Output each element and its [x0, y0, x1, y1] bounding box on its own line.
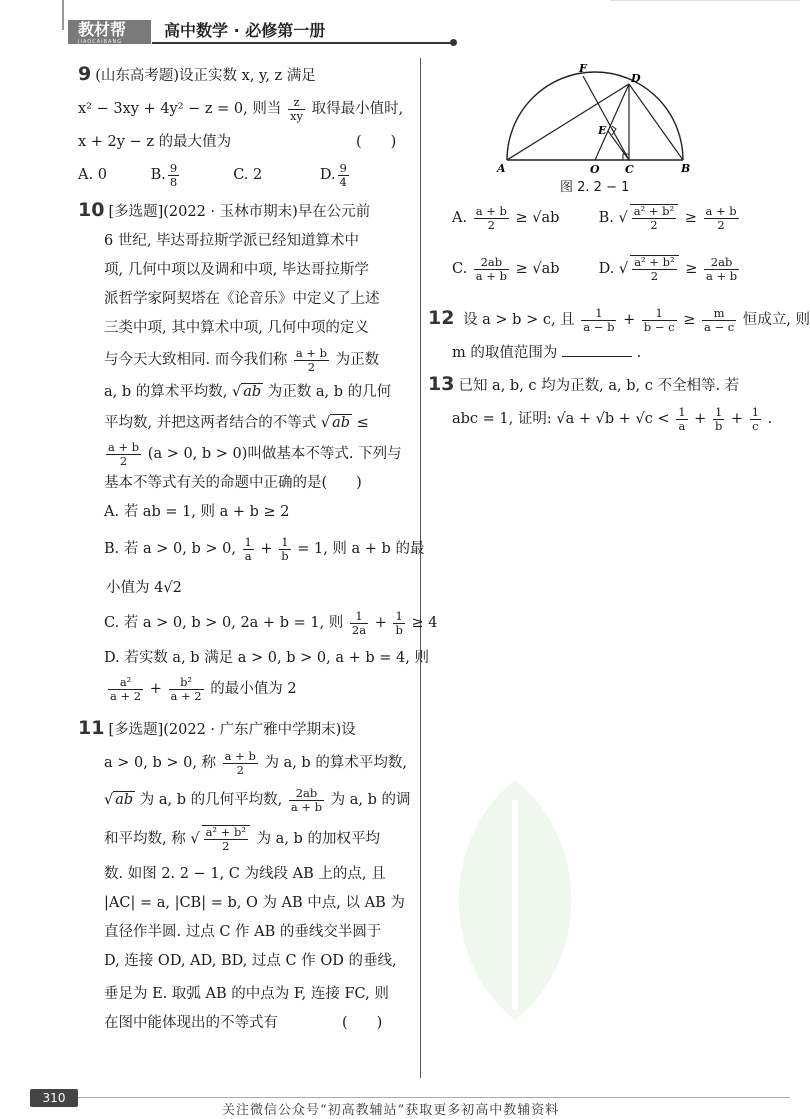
- q9-option-d-frac: [338, 162, 349, 189]
- q11-l2-den: 2: [236, 762, 244, 777]
- logo-subtext: JIAOCAIBANG: [78, 39, 123, 45]
- q11-line5: 数. 如图 2. 2 − 1, C 为线段 AB 上的点, 且: [104, 866, 386, 882]
- q13-frac2: [713, 406, 724, 433]
- q13-line2b: .: [767, 411, 773, 427]
- q10-c-plus: +: [374, 615, 387, 631]
- q13-line1: 已知 a, b, c 均为正数, a, b, c 不全相等. 若: [458, 378, 740, 394]
- q13-f2d: b: [714, 418, 723, 433]
- q9-option-b-label: B.: [150, 167, 166, 183]
- q9-line3: x + 2y − z 的最大值为: [78, 134, 232, 150]
- q11-c-den: a + b: [475, 268, 507, 283]
- q11-d-num2: 2ab: [704, 256, 739, 270]
- q11-line2b: 为 a, b 的算术平均数,: [264, 755, 407, 771]
- q12-f2d: b − c: [643, 319, 675, 334]
- q11-d-num: a² + b²: [634, 255, 675, 269]
- q9-line1: (山东高考题)设正实数 x, y, z 满足: [95, 68, 316, 84]
- q9-b-num: 9: [169, 160, 178, 175]
- q11-b-den: 2: [650, 218, 658, 232]
- q10-c-f2d: b: [395, 622, 403, 637]
- q11-b-rel: ≥: [684, 210, 697, 226]
- q12-line1a: 设 a > b > c, 且: [463, 312, 575, 328]
- q11-l4-den: 2: [222, 839, 230, 853]
- label-B: B: [681, 162, 691, 175]
- q11-option-c-label: C.: [452, 261, 468, 277]
- question-11: 11 [多选题](2022 · 广东广雅中学期末)设 a > 0, b > 0, 称 $\frac{a + b}{2}$ 为 a, b 的算术平均数, √ ab 为 a, b 的几何平均数, $\frac{2ab}{a + b}$ 为 a, b 的调 和平均数, 称 √ $\frac{\text{a² + b²}}{2}$ 为 a, b 的加权平均 数. 如图 2. 2 − 1, C 为线段 AB 上的点, 且 |AC| = a, |CB| = b, O 为 AB 中点, 以 AB 为 直径作半圆. 过点 C 作 AB 的垂线交半圆于 D, 连接 OD, AD, BD, 过点 C 作 OD 的垂线, 垂足为 E. 取弧 AB 的中点为 F, 连接 FC, 则 在图中能体现出的不等式有 ( ): [78, 714, 410, 1038]
- left-column: [78, 60, 438, 1038]
- q11-a-den: 2: [487, 217, 495, 232]
- q13-f1d: a: [678, 418, 686, 433]
- q10-d-plus: +: [149, 681, 162, 697]
- q10-line8a: 平均数, 并把这两者结合的不等式: [104, 415, 317, 431]
- q12-f2n: 1: [642, 307, 677, 321]
- q12-line1b: 恒成立, 则: [742, 312, 810, 328]
- q10-l6-num: a + b: [295, 345, 327, 360]
- q10-line8b: ≤: [356, 415, 369, 431]
- q13-frac1: [676, 406, 687, 433]
- q11-a-frac: [474, 205, 509, 232]
- q12-line2b: .: [636, 345, 642, 361]
- q11-line10: 在图中能体现出的不等式有: [104, 1015, 278, 1031]
- segment-OD: [595, 84, 629, 160]
- page-number: 310: [30, 1089, 78, 1107]
- q11-b-frac: [630, 204, 678, 232]
- q11-d-den: 2: [650, 269, 659, 283]
- q10-d-f1n: a²: [108, 676, 143, 690]
- q11-line4-frac: [202, 825, 250, 853]
- q9-frac-num: z: [288, 96, 305, 110]
- q10-option-b3: 小值为 4√2: [106, 580, 182, 596]
- q10-line2: 6 世纪, 毕达哥拉斯学派已经知道算术中: [104, 233, 360, 249]
- header-rule: [152, 42, 452, 44]
- segment-AD: [507, 84, 629, 160]
- q10-d-f2n: b²: [169, 676, 204, 690]
- q9-line2b: 取得最小值时,: [311, 101, 404, 117]
- q11-line4a: 和平均数, 称: [104, 831, 186, 847]
- q10-d-f1d: a + 2: [110, 688, 142, 703]
- q10-line7-sqrt: ab: [243, 384, 262, 400]
- right-column: [428, 304, 810, 434]
- q13-f3d: c: [752, 418, 759, 433]
- q10-b-f1d: a: [244, 548, 252, 563]
- q11-line4b: 为 a, b 的加权平均: [256, 831, 380, 847]
- label-O: O: [590, 163, 600, 176]
- q11-b-frac2: [704, 205, 739, 232]
- q11-l3-num: 2ab: [289, 787, 324, 801]
- q12-frac3: [702, 307, 736, 334]
- q10-option-c1: C. 若 a > 0, b > 0, 2a + b = 1, 则: [104, 615, 344, 631]
- q11-c-frac: [474, 256, 509, 283]
- q12-frac2: [642, 307, 677, 334]
- q10-l9-num: a + b: [108, 439, 140, 454]
- q12-number: 12: [428, 307, 455, 329]
- q11-option-d: D. √ $\frac{\text{a² + b²}}{2}$ ≥ $\frac{2ab}{a + b}$: [598, 254, 738, 283]
- q10-line9-frac: [106, 441, 141, 468]
- q11-b-num: a² + b²: [633, 204, 675, 218]
- q10-d-f2d: a + 2: [170, 688, 202, 703]
- logo: [68, 20, 151, 44]
- q11-c-num: 2ab: [474, 256, 509, 270]
- q13-frac3: [750, 406, 761, 433]
- q12-f3d: a − c: [703, 319, 735, 334]
- q10-l6-den: 2: [307, 359, 316, 374]
- q12-line2a: m 的取值范围为: [452, 345, 558, 361]
- q11-line1: [多选题](2022 · 广东广雅中学期末)设: [108, 722, 356, 738]
- q9-option-a: A. 0: [78, 167, 107, 183]
- q10-line9b: (a > 0, b > 0)叫做基本不等式. 下列与: [147, 446, 402, 462]
- q11-c-rel: ≥ √ab: [515, 261, 560, 277]
- q11-option-c: [452, 255, 594, 284]
- watermark-leaf: [400, 760, 630, 1060]
- q10-b-f2n: 1: [279, 536, 290, 550]
- q10-line3: 项, 几何中项以及调和中项, 毕达哥拉斯学: [104, 262, 369, 278]
- header-title: 高中数学 · 必修第一册: [164, 21, 326, 40]
- q11-line8: D, 连接 OD, AD, BD, 过点 C 作 OD 的垂线,: [104, 953, 397, 969]
- q10-c-frac2: [393, 610, 404, 637]
- question-10: 10 [多选题](2022 · 玉林市期末)早在公元前 6 世纪, 毕达哥拉斯学派已经知道算术中 项, 几何中项以及调和中项, 毕达哥拉斯学 派哲学家阿契塔在《论音乐》中定义了上述 三类中项, 其中算术中项, 几何中项的定义 与今天大致相同. 而今我们称 $\frac{a + b}{2}$ 为正数 a, b 的算术平均数, √ ab 为正数 a, b 的几何 平均数, 并把这两者结合的不等式 √ ab ≤ $\frac{a + b}{2}$ (a > 0, b > 0)叫做基本不等式. 下列与 基本不等式有关的命题中正确的是( ) A. 若 ab = 1, 则 a + b ≥ 2 B. 若 a > 0, b > 0, $\frac{1}{a}$ + $\frac{1}{b}$ = 1, 则 a + b 的最 小值为 4√2 C. 若 a > 0, b > 0, 2a + b = 1, 则 $\frac{1}{2a}$ + $\frac{1}{b}$ ≥ 4 D. 若实数 a, b 满足 a > 0, b > 0, a + b = 4, 则 $\frac{\text{a²}}{a + 2}$ + $\frac{\text{b²}}{a + 2}$ 的最小值为 2: [78, 199, 438, 703]
- q10-b-frac1: [243, 536, 254, 563]
- q13-f2n: 1: [713, 406, 724, 420]
- q9-paren: ( ): [356, 134, 397, 150]
- q12-f1d: a − b: [583, 319, 615, 334]
- question-9: [78, 60, 410, 190]
- q9-number: 9: [78, 63, 92, 85]
- q10-c-f1d: 2a: [351, 622, 367, 637]
- q11-line2-frac: [223, 750, 258, 777]
- q10-b-f2d: b: [281, 548, 289, 563]
- q11-l4-num: a² + b²: [205, 825, 246, 839]
- q10-b-plus: +: [260, 541, 273, 557]
- q13-line2a: abc = 1, 证明: √a + √b + √c <: [452, 411, 670, 427]
- q11-line7: 直径作半圆. 过点 C 作 AB 的垂线交半圆于: [104, 924, 382, 940]
- q11-l2-num: a + b: [224, 748, 256, 763]
- footer-note: 关注微信公众号“初高教辅站”获取更多初高中教辅资料: [222, 1103, 560, 1118]
- label-E: E: [598, 124, 607, 137]
- question-13: [428, 370, 773, 434]
- figure-caption: 图 2. 2 − 1: [560, 180, 630, 195]
- q10-number: 10: [78, 199, 105, 221]
- q12-plus: +: [623, 312, 636, 328]
- page-header: [0, 0, 800, 50]
- q11-b-den2: 2: [717, 217, 725, 232]
- q10-line6a: 与今天大致相同. 而今我们称: [104, 352, 288, 368]
- q11-a-rel: ≥ √ab: [515, 210, 560, 226]
- q9-b-den: 8: [169, 174, 178, 189]
- q11-b-num2: a + b: [705, 203, 737, 218]
- q10-c-f2n: 1: [393, 610, 404, 624]
- q10-c-f1n: 1: [350, 610, 368, 624]
- q12-f1n: 1: [581, 307, 616, 321]
- q12-frac1: [581, 307, 616, 334]
- q12-answer-blank: [562, 344, 632, 357]
- q10-line4: 派哲学家阿契塔在《论音乐》中定义了上述: [104, 291, 380, 307]
- q13-plus1: +: [694, 411, 707, 427]
- q11-d-den2: a + b: [705, 268, 738, 283]
- q10-line7a: a, b 的算术平均数,: [104, 384, 228, 400]
- q12-ge: ≥: [683, 312, 696, 328]
- q9-option-c: C. 2: [233, 167, 263, 183]
- header-dot: [450, 39, 457, 46]
- semicircle-arc: [507, 72, 683, 160]
- q11-line3b: 为 a, b 的调: [330, 792, 411, 808]
- q10-d-frac1: [108, 676, 143, 703]
- q10-option-d2: 的最小值为 2: [210, 681, 297, 697]
- segment-CE: [608, 131, 629, 160]
- q11-d-frac: [630, 255, 678, 283]
- q9-line2a: x² − 3xy + 4y² − z = 0, 则当: [78, 101, 282, 117]
- logo-text: 教材帮: [78, 20, 127, 39]
- label-A: A: [497, 162, 506, 175]
- q11-option-a-label: A.: [452, 210, 468, 226]
- q11-d-rel: ≥: [685, 261, 698, 277]
- q10-l9-den: 2: [119, 453, 128, 468]
- header-faint-line: [610, 0, 800, 1]
- q9-option-b: [151, 161, 229, 190]
- q11-line3-frac: [289, 787, 324, 814]
- q11-a-num: a + b: [475, 203, 507, 218]
- q13-f3n: 1: [751, 404, 760, 419]
- q10-option-a: A. 若 ab = 1, 则 a + b ≥ 2: [104, 504, 290, 520]
- q11-option-b: B. √ $\frac{\text{a² + b²}}{2}$ ≥ $\frac{a + b}{2}$: [598, 203, 737, 232]
- q10-line6b: 为正数: [335, 352, 380, 368]
- q10-line5: 三类中项, 其中算术中项, 几何中项的定义: [104, 320, 369, 336]
- q11-d-frac2: [704, 256, 739, 283]
- label-D: D: [631, 72, 641, 85]
- q9-d-num: 9: [339, 160, 347, 175]
- q9-option-d-label: D.: [319, 167, 336, 183]
- q9-option-b-frac: [168, 162, 179, 189]
- q10-line6-frac: [294, 347, 329, 374]
- q10-option-b2: = 1, 则 a + b 的最: [297, 541, 425, 557]
- q9-frac-den: xy: [289, 108, 303, 123]
- q11-option-b-label: B.: [598, 210, 614, 226]
- q11-option-a: [452, 204, 594, 233]
- q10-line10: 基本不等式有关的命题中正确的是( ): [104, 475, 362, 491]
- q13-f1n: 1: [678, 404, 686, 419]
- q10-option-c2: ≥ 4: [411, 615, 438, 631]
- q10-line7b: 为正数 a, b 的几何: [267, 384, 392, 400]
- footer-rule: [78, 1097, 790, 1098]
- q11-line9: 垂足为 E. 取弧 AB 的中点为 F, 连接 FC, 则: [104, 986, 389, 1002]
- label-F: F: [579, 62, 587, 75]
- q10-line1: [多选题](2022 · 玉林市期末)早在公元前: [108, 204, 371, 220]
- q9-d-den: 4: [339, 174, 347, 189]
- q12-f3n: m: [702, 307, 736, 321]
- q13-number: 13: [428, 373, 455, 395]
- question-12: [428, 304, 810, 368]
- label-C: C: [625, 163, 634, 176]
- q13-plus2: +: [730, 411, 744, 427]
- q11-option-d-label: D.: [598, 261, 615, 277]
- q10-c-frac1: [350, 610, 368, 637]
- q11-number: 11: [78, 717, 105, 739]
- q10-option-d1: D. 若实数 a, b 满足 a > 0, b > 0, a + b = 4, 则: [104, 650, 429, 666]
- q9-option-d: [319, 160, 351, 189]
- header-edge-line: [62, 0, 64, 30]
- q10-d-frac2: [169, 676, 204, 703]
- q11-line3a: 为 a, b 的几何平均数,: [139, 792, 283, 808]
- q11-line2a: a > 0, b > 0, 称: [104, 755, 217, 771]
- q10-option-b1: B. 若 a > 0, b > 0,: [104, 541, 236, 557]
- q10-b-f1n: 1: [244, 534, 252, 549]
- q11-paren: ( ): [342, 1015, 383, 1031]
- q9-fraction: [288, 96, 305, 123]
- q11-line6: |AC| = a, |CB| = b, O 为 AB 中点, 以 AB 为: [104, 895, 405, 911]
- q10-b-frac2: [279, 536, 290, 563]
- q11-line3-sqrt: ab: [115, 792, 134, 808]
- q11-options: [452, 204, 782, 284]
- q11-l3-den: a + b: [290, 799, 323, 814]
- q10-line8-sqrt: ab: [332, 415, 351, 431]
